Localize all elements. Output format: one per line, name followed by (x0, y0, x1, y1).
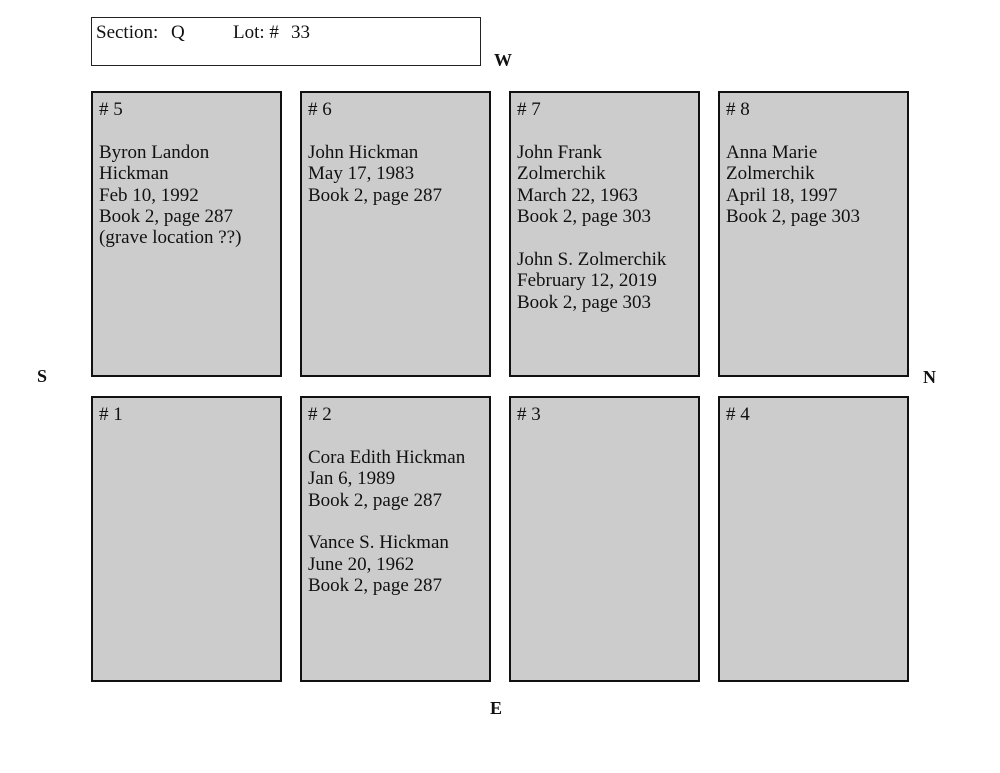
entry-line: Anna Marie (726, 141, 818, 163)
entry-line: February 12, 2019 (517, 270, 657, 292)
compass-east: E (490, 698, 503, 718)
plot-6 (300, 91, 491, 377)
plot-number: # 6 (308, 99, 332, 120)
plot-number: # 1 (99, 404, 123, 425)
entry-line: Cora Edith Hickman (308, 446, 466, 468)
entry-line: Byron Landon (99, 141, 210, 163)
interment-entry (308, 447, 489, 511)
entry-line: Hickman (99, 163, 169, 185)
lot-label: Lot: # (233, 22, 279, 43)
entry-line: Book 2, page 287 (308, 489, 443, 511)
plot-3 (509, 396, 700, 682)
entry-line: John S. Zolmerchik (517, 248, 667, 270)
plot-entries (99, 142, 280, 249)
entry-line: March 22, 1963 (517, 184, 638, 206)
entry-line: Book 2, page 303 (517, 206, 652, 227)
entry-line: Book 2, page 287 (308, 575, 443, 597)
compass-west: W (494, 50, 512, 70)
entry-line: Book 2, page 287 (99, 206, 234, 227)
interment-entry (308, 532, 489, 596)
entry-line: Zolmerchik (517, 163, 606, 185)
entry-line: June 20, 1962 (308, 553, 415, 575)
lot-value: 33 (291, 22, 310, 43)
plot-2 (300, 396, 491, 682)
entry-line: John Frank (517, 141, 602, 163)
plot-number: # 5 (99, 99, 123, 120)
plot-number: # 4 (726, 404, 750, 425)
entry-line: Book 2, page 303 (726, 206, 861, 227)
interment-entry (99, 142, 280, 249)
plot-5 (91, 91, 282, 377)
plot-8 (718, 91, 909, 377)
entry-line: May 17, 1983 (308, 163, 415, 185)
plot-entries (517, 142, 698, 313)
interment-entry (517, 142, 698, 228)
plot-number: # 7 (517, 99, 541, 120)
entry-line: John Hickman (308, 141, 419, 163)
plot-entries (308, 447, 489, 597)
plot-number: # 2 (308, 404, 332, 425)
plot-4 (718, 396, 909, 682)
plot-number: # 8 (726, 99, 750, 120)
plot-1 (91, 396, 282, 682)
interment-entry (517, 249, 698, 313)
entry-line: Jan 6, 1989 (308, 468, 396, 490)
section-label: Section: (96, 22, 159, 43)
entry-line: (grave location ??) (99, 227, 242, 249)
entry-line: Book 2, page 303 (517, 291, 652, 313)
interment-entry (308, 142, 489, 206)
entry-line: Vance S. Hickman (308, 532, 449, 554)
section-value: Q (171, 22, 185, 43)
plot-entries (308, 142, 489, 206)
entry-line: April 18, 1997 (726, 184, 838, 206)
plot-7 (509, 91, 700, 377)
entry-line: Zolmerchik (726, 163, 815, 185)
compass-north: N (923, 367, 936, 387)
entry-line: Feb 10, 1992 (99, 184, 199, 206)
interment-entry (726, 142, 907, 228)
plot-number: # 3 (517, 404, 541, 425)
plot-entries (726, 142, 907, 228)
entry-line: Book 2, page 287 (308, 184, 443, 206)
compass-south: S (37, 366, 48, 386)
